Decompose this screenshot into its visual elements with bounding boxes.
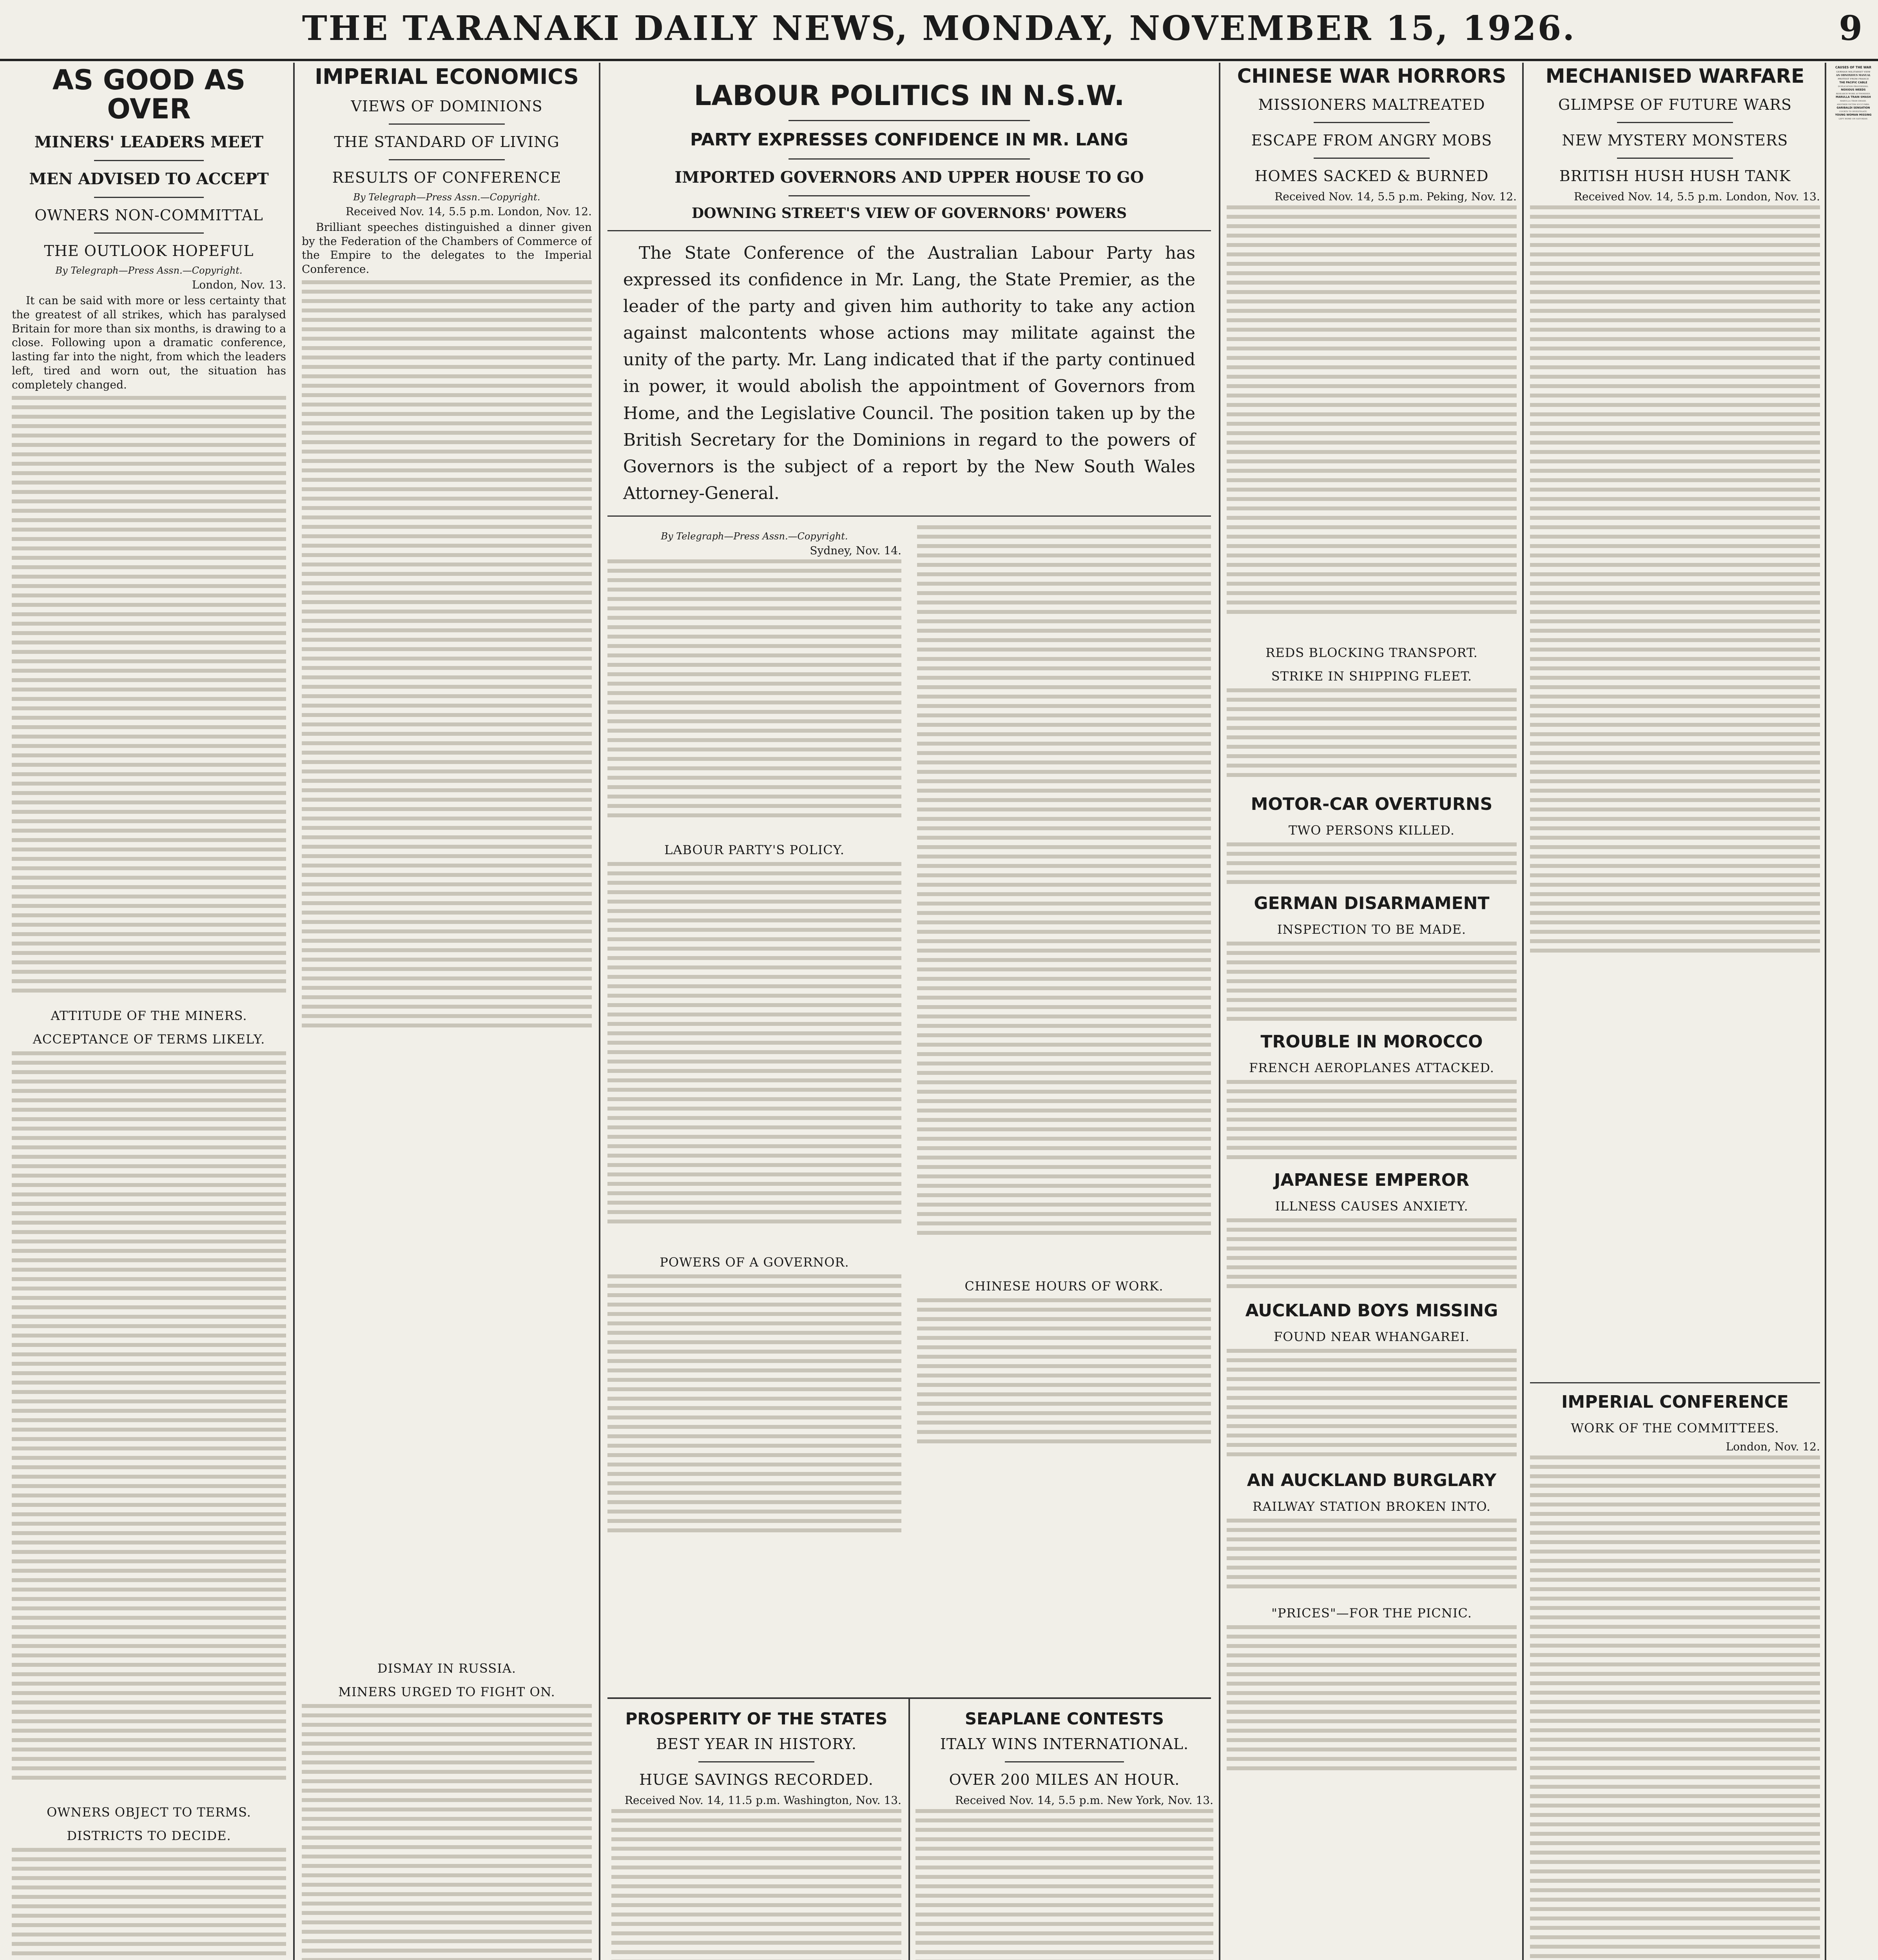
deck: AN OBNOXIOUS MANUAL	[1836, 74, 1871, 77]
subheading: DUPLICATION PROCEEDING.	[1838, 85, 1869, 87]
dateline: Received Nov. 14, 5.5 p.m. London, Nov. 13.	[1573, 190, 1820, 203]
masthead	[0, 0, 1878, 61]
subheading: LABOUR PARTY'S POLICY.	[664, 842, 845, 858]
body-text-block	[1227, 1218, 1517, 1297]
deck: THE STANDARD OF LIVING	[334, 133, 560, 151]
subheading: OWNERS OBJECT TO TERMS.	[47, 1804, 251, 1820]
divider	[698, 1761, 814, 1762]
body-text-block	[302, 1704, 592, 1960]
deck: VIEWS OF DOMINIONS	[351, 97, 543, 115]
deck: GERMAN MILITARIST VIEW	[1836, 70, 1871, 73]
divider	[1530, 1382, 1820, 1383]
deck: NEW MYSTERY MONSTERS	[1562, 131, 1788, 149]
body-text-block	[1227, 205, 1517, 637]
two-column-text	[607, 525, 1211, 1549]
byline: By Telegraph—Press Assn.—Copyright.	[661, 531, 848, 542]
headline: TROUBLE IN MOROCCO	[1260, 1031, 1483, 1052]
deck: PROTEST FROM FRANCE	[1838, 77, 1869, 80]
article-text: Brilliant speeches distinguished a dinner given by the Federation of the Chambers of Commerce of the Empire to the delegates to the Imperial Conference.	[302, 220, 592, 276]
divider	[1314, 122, 1430, 123]
article-text: It can be said with more or less certainty that the greatest of all strikes, which has paralysed Britain for more than six months, is drawing to a close. Following upon a dramatic conference, lasting far into the night, from which the leaders left, tired and worn out, the situation has completely changed.	[12, 294, 286, 391]
deck: IMPORTED GOVERNORS AND UPPER HOUSE TO GO	[674, 168, 1144, 187]
deck: MINERS' LEADERS MEET	[34, 133, 264, 151]
deck: THE OUTLOOK HOPEFUL	[44, 242, 254, 260]
byline: By Telegraph—Press Assn.—Copyright.	[353, 191, 540, 203]
dateline: London, Nov. 12.	[1726, 1440, 1820, 1453]
divider	[1617, 122, 1733, 123]
headline: THE PACIFIC CABLE	[1839, 81, 1867, 84]
body-text-block	[302, 280, 592, 1652]
subheading: LEFT HOME ON SATURDAY.	[1838, 118, 1868, 120]
divider	[607, 230, 1211, 231]
subheading: STRIKE IN SHIPPING FLEET.	[1271, 668, 1472, 684]
subheading: ILLNESS CAUSES ANXIETY.	[1275, 1198, 1468, 1214]
body-text-block	[607, 1274, 901, 1549]
deck: HUGE SAVINGS RECORDED.	[639, 1771, 874, 1788]
dateline: Received Nov. 14, 5.5 p.m. New York, Nov. 13.	[955, 1794, 1213, 1807]
deck: OVER 200 MILES AN HOUR.	[949, 1771, 1180, 1788]
divider	[1617, 158, 1733, 159]
deck: PARTY EXPRESSES CONFIDENCE IN MR. LANG	[690, 129, 1129, 150]
dateline: Received Nov. 14, 5.5 p.m. London, Nov. 12.	[345, 205, 592, 218]
deck: MISSIONERS MALTREATED	[1258, 96, 1485, 113]
body-text-block	[12, 396, 286, 1000]
headline: LABOUR POLITICS IN N.S.W.	[694, 80, 1125, 112]
headline: IMPERIAL ECONOMICS	[315, 66, 579, 89]
deck: DOWNING STREET'S VIEW OF GOVERNORS' POWERS	[691, 205, 1127, 221]
deck: GLIMPSE OF FUTURE WARS	[1558, 96, 1792, 113]
text-column	[917, 525, 1211, 1549]
subheading: WORK OF THE COMMITTEES.	[1571, 1420, 1779, 1436]
headline: GERMAN DISARMAMENT	[1254, 893, 1490, 913]
divider	[94, 160, 204, 161]
body-text-block	[611, 1809, 901, 1960]
body-text-block	[12, 1848, 286, 1960]
subheading: FOUND NEAR WHANGAREI.	[1274, 1329, 1470, 1344]
subheading: RESEARCH WORK AUTHORISED.	[1836, 92, 1871, 95]
column-rule	[1219, 63, 1220, 1960]
lead-paragraph: The State Conference of the Australian Labour Party has expressed its confidence in Mr. Lang, the State Premier, as the leader of the party and given him authority to take any action against malcontents whose actions may militate against the unity of the party. Mr. Lang indicated that if the party continued in power, it would abolish the appointment of Governors from Home, and the Legislative Council. The position taken up by the British Secretary for the Dominions in regard to the powers of Governors is the subject of a report by the New South Wales Attorney-General.	[623, 243, 1195, 504]
deck: RESULTS OF CONFERENCE	[332, 169, 562, 186]
headline: PROSPERITY OF THE STATES	[625, 1709, 888, 1728]
deck: BRITISH HUSH HUSH TANK	[1559, 167, 1791, 185]
headline: AUCKLAND BOYS MISSING	[1245, 1300, 1498, 1321]
subheading: POWERS OF A GOVERNOR.	[660, 1255, 849, 1270]
headline: AS GOOD AS OVER	[52, 66, 246, 125]
subheading: ANOTHER VICTIM SUCCUMBS.	[1837, 103, 1870, 105]
headline: SEAPLANE CONTESTS	[964, 1709, 1164, 1728]
deck: BEST YEAR IN HISTORY.	[656, 1735, 857, 1753]
divider	[789, 158, 1030, 160]
headline: MARULLA TRAIN SMASH	[1836, 95, 1871, 98]
headline: AN AUCKLAND BURGLARY	[1247, 1470, 1497, 1490]
body-text-block	[607, 862, 901, 1246]
body-text-block	[915, 1809, 1213, 1960]
dateline: Received Nov. 14, 5.5 p.m. Peking, Nov. 12.	[1274, 190, 1517, 203]
text-column	[607, 525, 901, 1549]
headline: GARIBALDI SENSATION	[1836, 106, 1870, 109]
divider	[1314, 158, 1430, 159]
headline: MECHANISED WARFARE	[1545, 66, 1805, 87]
byline: By Telegraph—Press Assn.—Copyright.	[55, 265, 243, 276]
body-text-block	[1530, 205, 1820, 1374]
body-text-block	[1227, 1080, 1517, 1166]
article-seaplane-contests	[915, 1705, 1213, 1960]
article-labour-politics	[607, 66, 1211, 1689]
subheading: REDS BLOCKING TRANSPORT.	[1265, 645, 1478, 660]
column-rule	[908, 1697, 910, 1960]
body-text-block	[607, 559, 901, 834]
divider	[789, 120, 1030, 121]
deck: HOMES SACKED & BURNED	[1254, 167, 1489, 185]
subheading: DISTRICTS TO DECIDE.	[67, 1828, 231, 1843]
deck: ITALY WINS INTERNATIONAL.	[940, 1735, 1189, 1753]
body-text-block	[1227, 842, 1517, 889]
article-chinese-war-horrors	[1227, 66, 1517, 1960]
article-as-good-as-over	[12, 66, 286, 1960]
body-text-block	[12, 1051, 286, 1796]
body-text-block	[917, 525, 1211, 1270]
subheading: FRENCH AEROPLANES ATTACKED.	[1249, 1060, 1494, 1075]
page-number: 9	[1839, 9, 1862, 48]
body-text-block	[1530, 1455, 1820, 1960]
headline: MOTOR-CAR OVERTURNS	[1251, 794, 1493, 814]
column-rule	[1825, 63, 1826, 1960]
divider	[607, 515, 1211, 517]
subheading: TWO PERSONS KILLED.	[1289, 822, 1455, 838]
body-text-block	[1227, 1519, 1517, 1597]
headline: JAPANESE EMPEROR	[1274, 1170, 1469, 1190]
subheading: MARULLA TRAM SMASH.	[1840, 100, 1867, 102]
deck: ESCAPE FROM ANGRY MOBS	[1251, 131, 1492, 149]
column-rule	[293, 63, 295, 1960]
body-text-block	[1227, 1349, 1517, 1466]
divider	[1005, 1761, 1124, 1762]
body-text-block	[1227, 1625, 1517, 1782]
subheading: RAILWAY STATION BROKEN INTO.	[1253, 1499, 1491, 1514]
article-mechanised-warfare	[1530, 66, 1820, 1960]
divider	[94, 197, 204, 198]
headline: CHINESE WAR HORRORS	[1237, 66, 1506, 87]
column-rule	[1522, 63, 1524, 1960]
body-text-block	[917, 1298, 1211, 1455]
headline: CAUSES OF THE WAR	[1835, 66, 1871, 69]
article-causes-of-the-war	[1832, 66, 1875, 1960]
subheading: MINERS URGED TO FIGHT ON.	[338, 1684, 555, 1699]
body-text-block	[1227, 942, 1517, 1028]
divider	[789, 195, 1030, 196]
headline: YOUNG WOMAN MISSING	[1835, 113, 1872, 116]
divider	[389, 123, 505, 125]
subheading: COURTS TO INVESTIGATE.	[1839, 110, 1867, 113]
subheading: CHINESE HOURS OF WORK.	[964, 1279, 1164, 1294]
column-content	[1832, 66, 1875, 120]
body-text-block	[1227, 688, 1517, 790]
subheading: INSPECTION TO BE MADE.	[1277, 922, 1467, 937]
headline: IMPERIAL CONFERENCE	[1561, 1392, 1789, 1412]
dateline: Sydney, Nov. 14.	[810, 544, 901, 557]
deck: MEN ADVISED TO ACCEPT	[29, 170, 269, 188]
subheading: ATTITUDE OF THE MINERS.	[51, 1008, 247, 1023]
subheading: DISMAY IN RUSSIA.	[377, 1661, 517, 1676]
headline: NOXIOUS WEEDS	[1841, 88, 1866, 91]
dateline: London, Nov. 13.	[192, 278, 286, 291]
deck: OWNERS NON-COMMITTAL	[34, 207, 263, 224]
article-imperial-economics	[302, 66, 592, 1960]
dateline: Received Nov. 14, 11.5 p.m. Washington, Nov. 13.	[624, 1794, 901, 1807]
divider	[389, 159, 505, 160]
divider	[94, 232, 204, 234]
subheading: ACCEPTANCE OF TERMS LIKELY.	[33, 1031, 265, 1047]
masthead-title: THE TARANAKI DAILY NEWS, MONDAY, NOVEMBER 15, 1926.	[302, 9, 1576, 48]
subheading: "PRICES"—FOR THE PICNIC.	[1271, 1605, 1472, 1621]
column-rule	[599, 63, 600, 1960]
article-prosperity-of-the-states	[611, 1705, 901, 1960]
